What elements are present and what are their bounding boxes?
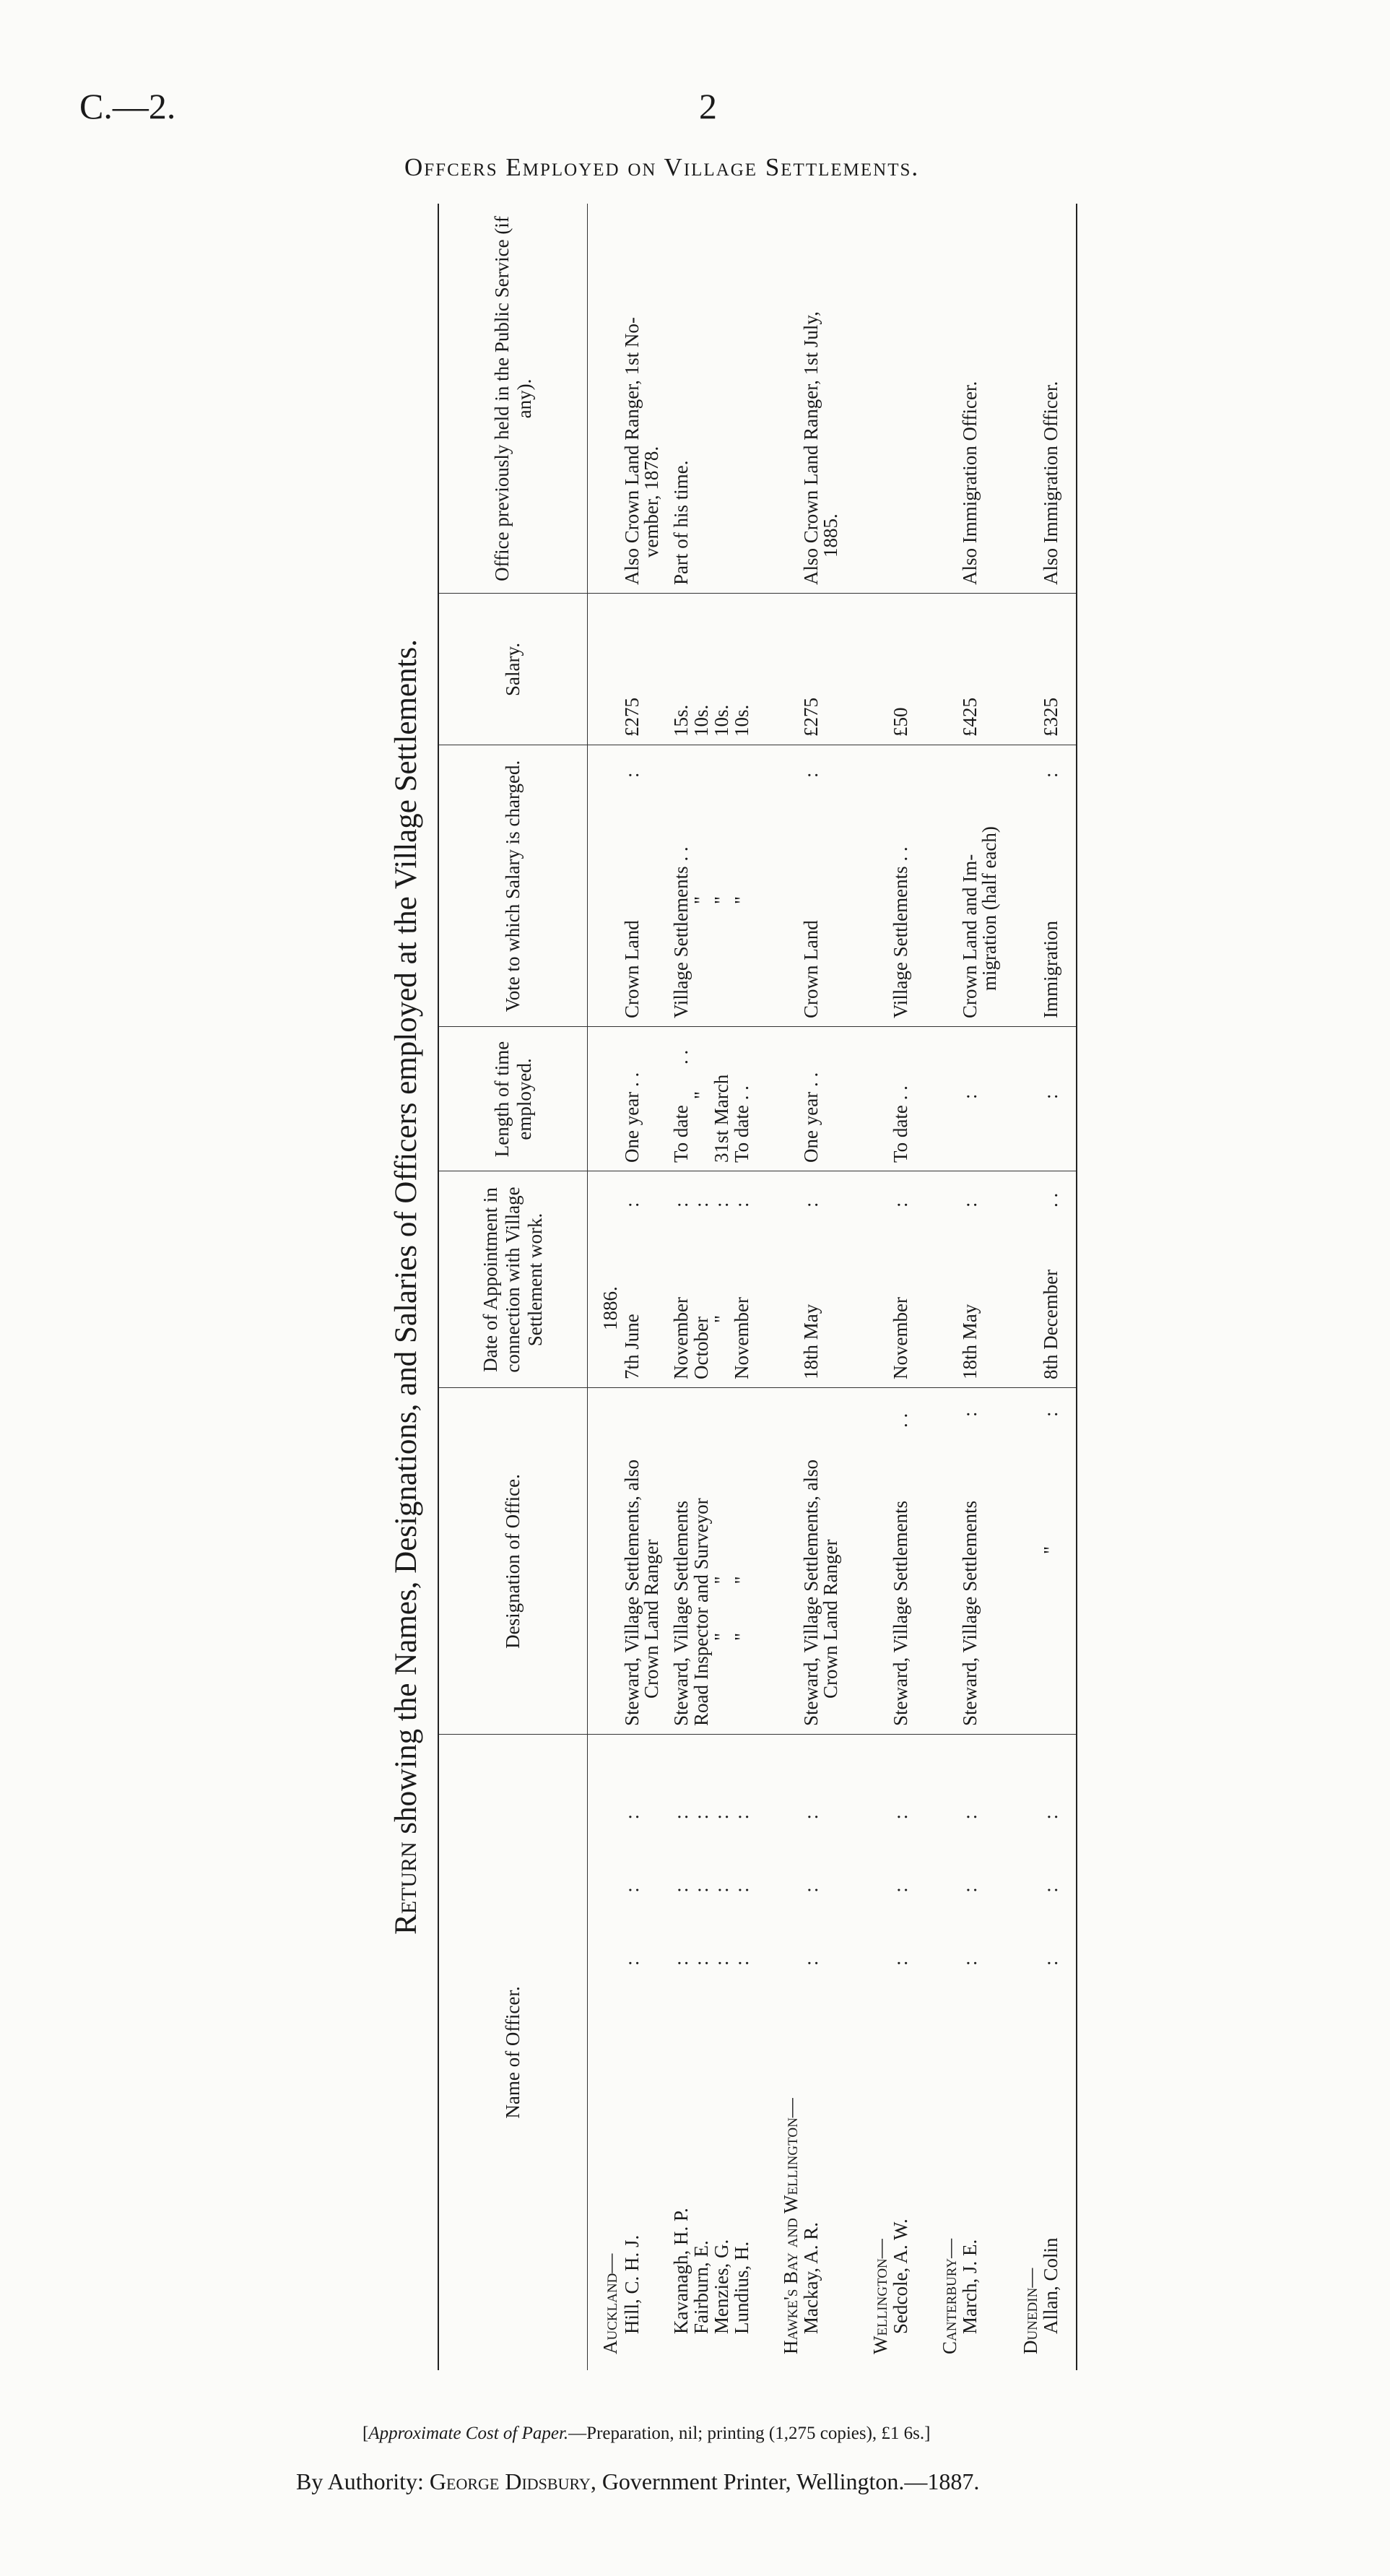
header-name: Name of Officer. — [502, 1986, 524, 2119]
row-salary: 10s. — [690, 704, 712, 737]
leader-dots: : : : — [959, 1806, 981, 1966]
header-date: Date of Appointment in connection with Village Settlement work. — [479, 1187, 546, 1373]
row-length: To date . . — [890, 1085, 911, 1163]
caption-text: showing the Names, Designations, and Salaries of Officers employed at the Village Settlements. — [389, 639, 423, 1834]
header-previous-office: Office previously held in the Public Service (if any). — [490, 216, 535, 581]
leader-dots: : — [1040, 1093, 1061, 1099]
leader-dots: : — [670, 1202, 692, 1207]
leader-dots: : — [1040, 1411, 1061, 1417]
table-caption — [381, 204, 432, 2370]
row-designation: Road Inspector and Surveyor — [690, 1498, 712, 1726]
header-rule — [587, 204, 588, 2370]
row-date: October — [690, 1317, 712, 1379]
row-vote: " — [690, 895, 712, 904]
row-previous-office-cont: 1885. — [820, 513, 841, 558]
row-designation: Steward, Village Settlements — [890, 1500, 911, 1726]
region-canterbury: Canterbury— — [939, 2238, 960, 2354]
cost-note: [Approximate Cost of Paper.—Preparation, nil; printing (1,275 copies), £1 6s.] — [362, 2424, 931, 2443]
row-designation-cont: Crown Land Ranger — [640, 1539, 662, 1699]
row-name: Fairburn, E. — [690, 2240, 712, 2334]
row-designation: " " — [731, 1576, 752, 1641]
leader-dots: : : : — [1040, 1806, 1061, 1966]
row-salary: 10s. — [711, 704, 732, 737]
row-date: November — [731, 1297, 752, 1379]
row-vote-cont: migration (half each) — [978, 826, 1000, 991]
row-designation: Steward, Village Settlements — [959, 1500, 981, 1726]
header-length: Length of time employed. — [490, 1041, 535, 1158]
cost-note-label: Approximate Cost of Paper. — [368, 2424, 569, 2443]
row-previous-office: Also Crown Land Ranger, 1st No- — [621, 317, 643, 585]
row-vote: Crown Land — [621, 920, 643, 1018]
page-number: 2 — [699, 86, 717, 126]
row-date: November — [890, 1297, 911, 1379]
row-length: One year . . — [621, 1072, 643, 1163]
leader-dots: . . — [1040, 1192, 1061, 1207]
row-salary: £275 — [800, 698, 822, 737]
cost-note-text: —Preparation, nil; printing (1,275 copies), £1 6s. — [568, 2424, 925, 2443]
leader-dots: . . — [670, 1049, 692, 1064]
row-name: Lundius, H. — [731, 2241, 752, 2334]
rotated-return-table — [381, 204, 1074, 2370]
leader-dots: : — [959, 1411, 981, 1417]
authority-rest: , Government Printer, Wellington.—1887. — [590, 2468, 980, 2494]
row-name: Hill, C. H. J. — [621, 2234, 643, 2334]
row-name: Kavanagh, H. P. — [670, 2208, 692, 2334]
row-name: Menzies, G. — [711, 2239, 732, 2334]
leader-dots: : : : — [670, 1806, 692, 1966]
row-salary: £325 — [1040, 698, 1061, 737]
leader-dots: : — [711, 1202, 732, 1207]
region-auckland: Auckland— — [599, 2253, 621, 2354]
leader-dots: : — [800, 772, 822, 778]
leader-dots: : — [800, 1202, 822, 1207]
leader-dots: : — [959, 1093, 981, 1099]
row-salary: £50 — [890, 707, 911, 737]
leader-dots: : — [621, 1202, 643, 1207]
region-dunedin: Dunedin— — [1020, 2268, 1041, 2354]
row-previous-office: Also Crown Land Ranger, 1st July, — [800, 311, 822, 585]
row-length: To date — [670, 1105, 692, 1163]
row-date: 18th May — [959, 1304, 981, 1379]
row-name: Sedcole, A. W. — [890, 2219, 911, 2334]
section-title: Offcers Employed on Village Settlements. — [404, 153, 920, 181]
row-designation: Steward, Village Settlements, also — [621, 1459, 643, 1726]
leader-dots: : : : — [711, 1806, 732, 1966]
row-date: " — [711, 1314, 732, 1323]
row-date: November — [670, 1297, 692, 1379]
row-name: Allan, Colin — [1040, 2237, 1061, 2334]
header-vote: Vote to which Salary is charged. — [502, 760, 524, 1012]
row-vote: Village Settlements . . — [670, 846, 692, 1018]
leader-dots: : : : — [890, 1806, 911, 1966]
row-vote: Village Settlements . . — [890, 846, 911, 1018]
leader-dots: : — [1040, 772, 1061, 778]
row-previous-office: Also Immigration Officer. — [1040, 381, 1061, 585]
authority-prefix: By Authority: — [296, 2468, 424, 2494]
row-previous-office: Part of his time. — [670, 460, 692, 585]
leader-dots: : — [959, 1202, 981, 1207]
row-date: 18th May — [800, 1304, 822, 1379]
row-date: 7th June — [621, 1314, 643, 1379]
row-length: " — [690, 1090, 712, 1099]
row-date: 8th December — [1040, 1269, 1061, 1379]
row-salary: £275 — [621, 698, 643, 737]
leader-dots: : — [731, 1202, 752, 1207]
row-salary: 10s. — [731, 704, 752, 737]
row-designation: Steward, Village Settlements, also — [800, 1459, 822, 1726]
row-length: 31st March — [711, 1074, 732, 1163]
leader-dots: : : : — [621, 1806, 643, 1966]
row-salary: 15s. — [670, 704, 692, 737]
row-vote: Crown Land and Im- — [959, 854, 981, 1018]
leader-dots: . . — [890, 1413, 911, 1428]
row-vote: Crown Land — [800, 920, 822, 1018]
region-hawkes-bay: Hawke's Bay and Wellington— — [780, 2098, 802, 2354]
leader-dots: : — [890, 1202, 911, 1207]
row-salary: £425 — [959, 698, 981, 737]
leader-dots: : — [621, 772, 643, 778]
leader-dots: : : : — [690, 1806, 712, 1966]
row-vote: " — [731, 895, 752, 904]
header-designation: Designation of Office. — [502, 1474, 524, 1649]
leader-dots: : : : — [731, 1806, 752, 1966]
row-designation: Steward, Village Settlements — [670, 1500, 692, 1726]
printer-name: George Didsbury — [429, 2468, 591, 2494]
printer-authority — [296, 2468, 979, 2495]
row-designation: " " — [711, 1576, 732, 1641]
row-designation: " — [1040, 1545, 1061, 1554]
row-designation-cont: Crown Land Ranger — [820, 1539, 841, 1699]
row-name: March, J. E. — [959, 2239, 981, 2334]
row-previous-office: Also Immigration Officer. — [959, 381, 981, 585]
row-vote: Immigration — [1040, 921, 1061, 1018]
row-length: To date . . — [731, 1085, 752, 1163]
leader-dots: : — [690, 1202, 712, 1207]
document-reference: C.—2. — [79, 86, 176, 126]
year-label: 1886. — [599, 1286, 621, 1330]
row-name: Mackay, A. R. — [800, 2222, 822, 2334]
row-previous-office-cont: vember, 1878. — [640, 446, 662, 558]
officers-table — [438, 204, 1077, 2370]
leader-dots: : : : — [800, 1806, 822, 1966]
row-vote: " — [711, 895, 732, 904]
header-salary: Salary. — [502, 643, 524, 696]
row-length: One year . . — [800, 1072, 822, 1163]
caption-prefix: Return — [389, 1842, 423, 1935]
region-wellington: Wellington— — [869, 2239, 891, 2354]
